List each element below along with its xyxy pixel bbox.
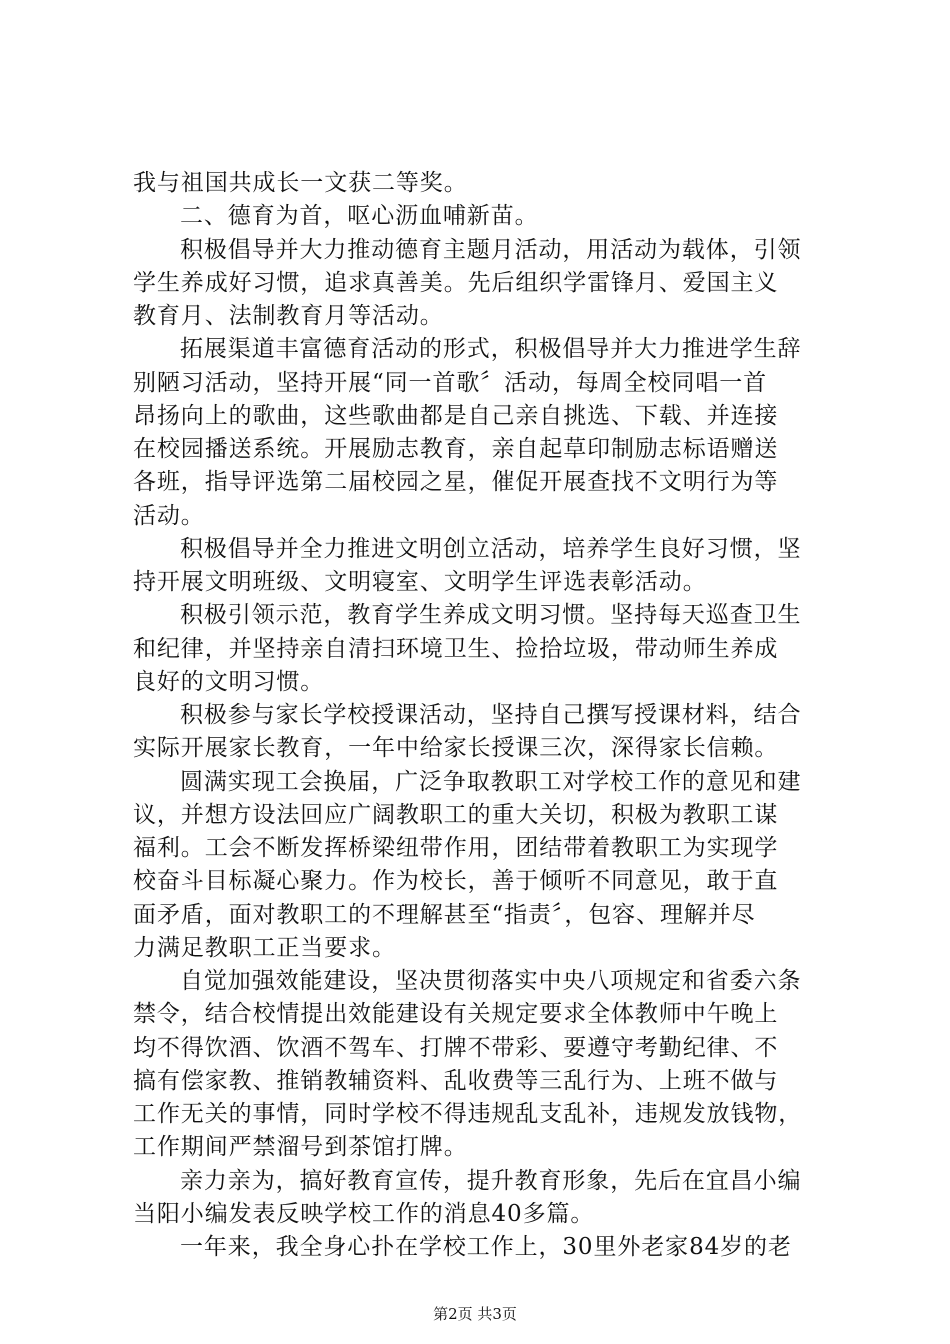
page-number: 第2页 共3页 <box>433 1305 517 1323</box>
text-line: 和纪律，并坚持亲自清扫环境卫生、捡拾垃圾，带动师生养成 <box>133 636 779 662</box>
text-line: 搞有偿家教、推销教辅资料、乱收费等三乱行为、上班不做与 <box>133 1068 779 1094</box>
text-line: 良好的文明习惯。 <box>133 669 325 695</box>
section-heading: 二、德育为首，呕心沥血哺新苗。 <box>180 203 539 229</box>
text-line: 积极引领示范，教育学生养成文明习惯。坚持每天巡查卫生 <box>180 602 802 628</box>
text-line: 圆满实现工会换届，广泛争取教职工对学校工作的意见和建 <box>180 769 802 795</box>
text-line: 福利。工会不断发挥桥梁纽带作用，团结带着教职工为实现学 <box>133 835 779 861</box>
text-line: 教育月、法制教育月等活动。 <box>133 303 444 329</box>
text-line: 禁令，结合校情提出效能建设有关规定要求全体教师中午晚上 <box>133 1001 779 1027</box>
text-line: 积极参与家长学校授课活动，坚持自己撰写授课材料，结合 <box>180 702 802 728</box>
text-line: 别陋习活动，坚持开展“同一首歌〞活动，每周全校同唱一首 <box>133 370 768 396</box>
text-line: 面矛盾，面对教职工的不理解甚至“指责〞，包容、理解并尽 <box>133 902 756 928</box>
text-line: 议，并想方设法回应广阔教职工的重大关切，积极为教职工谋 <box>133 802 779 828</box>
text-line: 一年来，我全身心扑在学校工作上，30里外老家84岁的老 <box>180 1234 792 1260</box>
text-line: 自觉加强效能建设，坚决贯彻落实中央八项规定和省委六条 <box>180 968 802 994</box>
text-line: 昂扬向上的歌曲，这些歌曲都是自己亲自挑选、下载、并连接 <box>133 403 779 429</box>
text-line: 亲力亲为，搞好教育宣传，提升教育形象，先后在宜昌小编 <box>180 1168 802 1194</box>
text-line: 在校园播送系统。开展励志教育，亲自起草印制励志标语赠送 <box>133 436 779 462</box>
text-line: 积极倡导并全力推进文明创立活动，培养学生良好习惯，坚 <box>180 536 802 562</box>
text-line: 活动。 <box>133 503 205 529</box>
text-line: 实际开展家长教育，一年中给家长授课三次，深得家长信赖。 <box>133 735 779 761</box>
text-line: 持开展文明班级、文明寝室、文明学生评选表彰活动。 <box>133 569 707 595</box>
text-line: 力满足教职工正当要求。 <box>133 935 396 961</box>
text-line: 积极倡导并大力推动德育主题月活动，用活动为载体，引领 <box>180 237 802 263</box>
text-line: 各班，指导评选第二届校园之星，催促开展查找不文明行为等 <box>133 469 779 495</box>
text-line: 校奋斗目标凝心聚力。作为校长，善于倾听不同意见，敢于直 <box>133 868 779 894</box>
text-line: 学生养成好习惯，追求真善美。先后组织学雷锋月、爱国主义 <box>133 270 779 296</box>
text-line: 我与祖国共成长一文获二等奖。 <box>133 170 468 196</box>
text-line: 工作无关的事情，同时学校不得违规乱支乱补，违规发放钱物， <box>133 1101 803 1127</box>
text-line: 工作期间严禁溜号到茶馆打牌。 <box>133 1134 468 1160</box>
text-line: 当阳小编发表反映学校工作的消息40多篇。 <box>133 1201 595 1227</box>
text-line: 均不得饮酒、饮酒不驾车、打牌不带彩、要遵守考勤纪律、不 <box>133 1035 779 1061</box>
text-line: 拓展渠道丰富德育活动的形式，积极倡导并大力推进学生辞 <box>180 336 802 362</box>
